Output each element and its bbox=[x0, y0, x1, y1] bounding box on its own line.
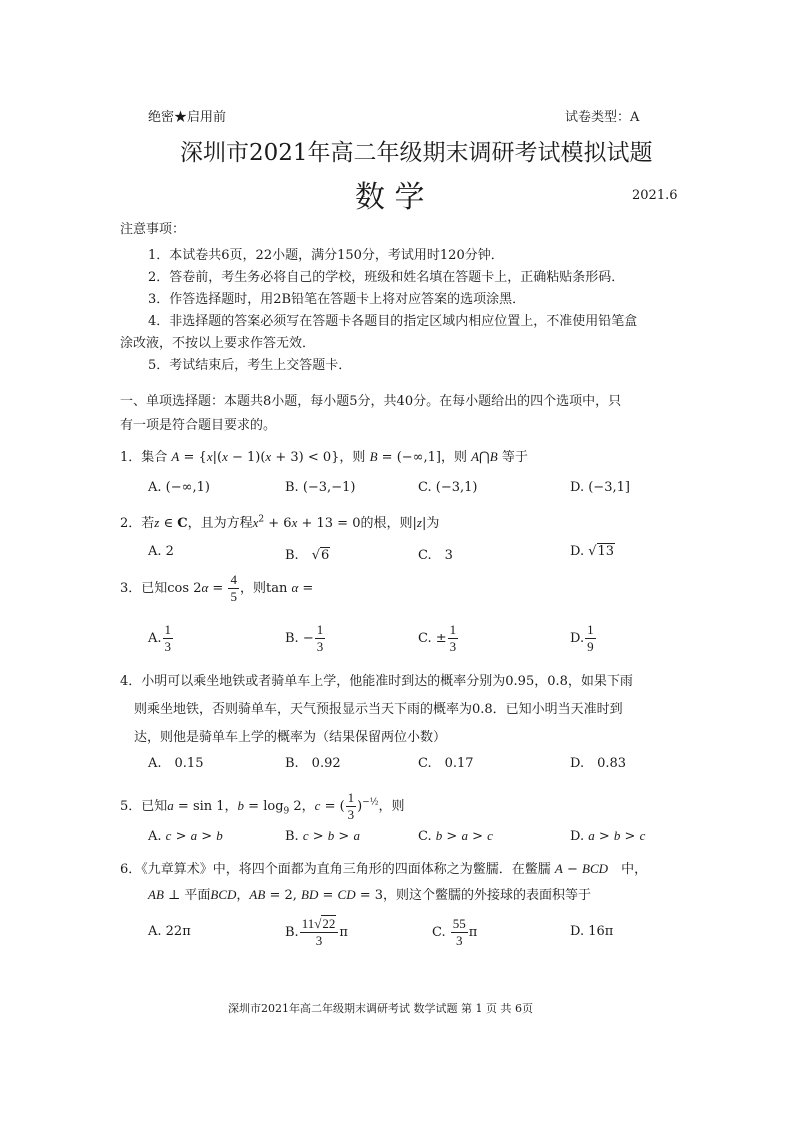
confidential-label: 绝密★启用前 bbox=[148, 110, 227, 125]
note-item: 3．作答选择题时，用2B铅笔在答题卡上将对应答案的选项涂黑． bbox=[148, 292, 526, 307]
q6-option-a: A. 22π bbox=[148, 924, 191, 939]
q4-option-a: A. 0.15 bbox=[148, 756, 204, 771]
section-heading-cont: 有一项是符合题目要求的。 bbox=[120, 418, 277, 433]
q2-option-b: B. √6 bbox=[285, 548, 330, 563]
q1-option-d: D. (−3,1] bbox=[570, 480, 630, 495]
q3-option-a: A. $\frac{1}{3}$ bbox=[148, 622, 172, 654]
q2-option-d: D. √13 bbox=[570, 544, 615, 559]
question-4: 4．小明可以乘坐地铁或者骑单车上学，他能准时到达的概率分别为0.95，0.8，如果下雨 bbox=[120, 674, 633, 689]
q6-option-b: B. $\frac{11√22}{3}$ π bbox=[285, 916, 348, 948]
section-heading: 一、单项选择题：本题共8小题，每小题5分，共40分。在每小题给出的四个选项中，只 bbox=[120, 394, 622, 409]
paper-type-label: 试卷类型：A bbox=[565, 110, 640, 125]
note-item: 1．本试卷共6页，22小题，满分150分，考试用时120分钟． bbox=[148, 248, 504, 263]
exam-date: 2021.6 bbox=[632, 188, 678, 203]
q5-option-d: D. a > b > c bbox=[570, 828, 646, 844]
question-4-cont: 则乘坐地铁，否则骑单车，天气预报显示当天下雨的概率为0.8．已知小明当天准时到 bbox=[134, 702, 623, 717]
question-4-cont: 达，则他是骑单车上学的概率为（结果保留两位小数） bbox=[134, 730, 447, 745]
q5-option-b: B. c > b > a bbox=[285, 828, 360, 844]
page-title: 深圳市2021年高二年级期末调研考试模拟试题 bbox=[180, 140, 653, 166]
question-5: 5．已知a = sin 1，$b = \log_9 2$，c = ( $\frac{1}{3}$ )$^{-\frac{1}{2}}$，则 bbox=[120, 790, 405, 822]
q4-option-d: D. 0.83 bbox=[570, 756, 627, 771]
page-footer: 深圳市2021年高二年级期末调研考试 数学试题 第 1 页 共 6页 bbox=[228, 1002, 533, 1015]
note-item: 5．考试结束后，考生上交答题卡． bbox=[148, 358, 352, 373]
q4-option-c: C. 0.17 bbox=[418, 756, 474, 771]
q3-option-b: B. − $\frac{1}{3}$ bbox=[285, 622, 324, 654]
q4-option-b: B. 0.92 bbox=[285, 756, 341, 771]
q1-option-a: A. (−∞,1) bbox=[148, 480, 210, 495]
notes-heading: 注意事项： bbox=[120, 222, 186, 237]
question-6-cont: AB ⊥ 平面BCD，AB = 2, BD = CD = 3，则这个鳖臑的外接球的表面积等于 bbox=[148, 887, 592, 903]
subject-title: 数 学 bbox=[355, 180, 425, 215]
q3-option-d: D. $\frac{1}{9}$ bbox=[570, 622, 594, 654]
q2-option-a: A. 2 bbox=[148, 544, 174, 559]
q1-option-c: C. (−3,1) bbox=[418, 480, 478, 495]
q5-option-c: C. b > a > c bbox=[418, 828, 493, 844]
note-item: 2．答卷前，考生务必将自己的学校，班级和姓名填在答题卡上，正确粘贴条形码． bbox=[148, 270, 625, 285]
question-3: 3．已知cos 2α = $\frac{4}{5}$ ，则tan α = bbox=[120, 572, 314, 604]
q6-option-c: C. $\frac{55}{3}$ π bbox=[432, 916, 478, 948]
q5-option-a: A. c > a > b bbox=[148, 828, 223, 844]
q6-option-d: D. 16π bbox=[570, 924, 614, 939]
question-6: 6．《九章算术》中，将四个面都为直角三角形的四面体称之为鳖臑．在鳖臑 A − BCD 中， bbox=[120, 861, 648, 877]
q3-option-c: C. ± $\frac{1}{3}$ bbox=[418, 622, 457, 654]
q1-option-b: B. (−3,−1) bbox=[285, 480, 356, 495]
q2-option-c: C. 3 bbox=[418, 548, 453, 563]
question-1: 1．集合 A = {x|(x − 1)(x + 3) < 0}，则 B = (−∞,1]，则 A⋂B 等于 bbox=[120, 449, 528, 465]
note-item: 4．非选择题的答案必须写在答题卡各题目的指定区域内相应位置上，不准使用铅笔盒 bbox=[148, 314, 638, 329]
question-2: 2．若z ∈ C，且为方程$x^2 + 6x + 13 = 0$的根，则|z|为 bbox=[120, 514, 440, 531]
note-item: 涂改液，不按以上要求作答无效． bbox=[120, 336, 316, 351]
